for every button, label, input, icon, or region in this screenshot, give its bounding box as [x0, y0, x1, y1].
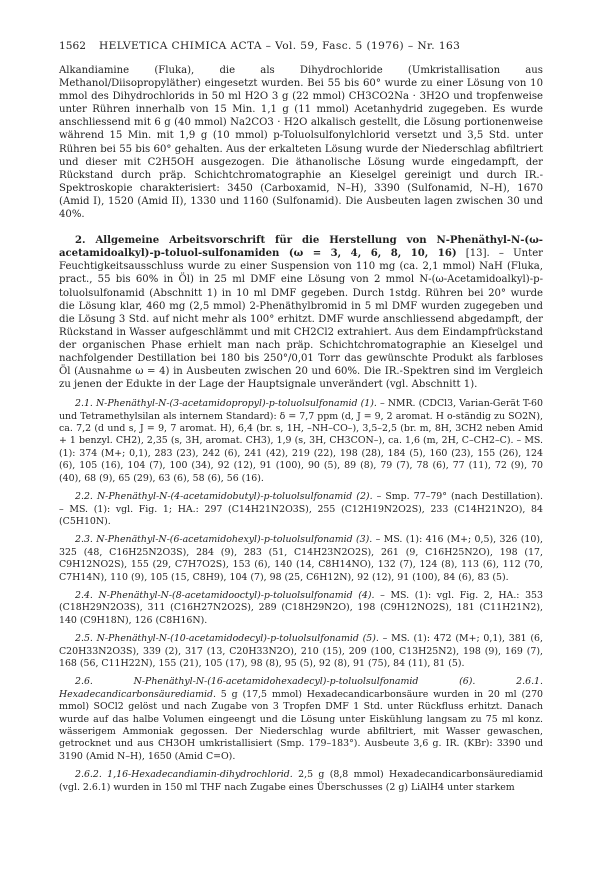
entry-2-6-text: 5 g (17,5 mmol) Hexadecandicarbonsäure wurden in 20 ml (270 mmol) SOCl2 gelöst und nach Zugabe von 3 Tropfen DMF 1 Std. unter Rückfluss erhitzt. Danach wurde auf das halbe Volumen eingeengt und die Lösung unter Eiskühlung langsam zu 75 ml konz. wässerigem Ammoniak gegossen. Der Niederschlag wurde abfiltriert, mit Wasser gewaschen, getrocknet und aus CH3OH umkristallisiert (Smp. 179–183°). Ausbeute 3,6 g. IR. (KBr): 3390 und 3190 (Amid N–H), 1650 (Amid C=O).	[59, 688, 543, 762]
entry-2-2	[59, 491, 543, 528]
entry-2-3	[59, 534, 543, 584]
entry-2-6-title: 2.6. N-Phenäthyl-N-(16-acetamidohexadecyl)-p-toluolsulfonamid (6). 2.6.1. Hexadecandicarbonsäurediamid.	[59, 676, 543, 700]
compound-entries	[59, 398, 543, 794]
entry-2-3-text: – MS. (1): 416 (M+; 0,5), 326 (10), 325 (48, C16H25N2O3S), 284 (9), 283 (51, C14H23N2O2S), 261 (9, C16H25N2O), 198 (17, C9H12NO2S), 155 (29, C7H7O2S), 153 (6), 140 (14, C8H14NO), 132 (7), 124 (8), 113 (6), 112 (70, C7H14N), 110 (9), 105 (15, C8H9), 104 (7), 98 (25, C6H12N), 92 (12), 91 (100), 84 (6), 83 (5).	[59, 534, 543, 583]
entry-2-3-title: 2.3. N-Phenäthyl-N-(6-acetamidohexyl)-p-toluolsulfonamid (3).	[75, 534, 373, 546]
entry-2-6-2	[59, 769, 543, 794]
entry-2-1-text: – NMR. (CDCl3, Varian-Gerät T-60 und Tetramethylsilan als internem Standard): δ = 7,7 ppm (d, J = 9, 2 aromat. H o-ständig zu SO2N), ca. 7,2 (d und s, J = 9, 7 aromat. H), 6,4 (br. s, 1H, –NH–CO–), 3,5–2,5 (br. m, 8H, 3CH2 neben Amid + 1 benzyl. CH2), 2,35 (s, 3H, aromat. CH3), 1,9 (s, 3H, CH3CON–), ca. 1,6 (m, 2H, C–CH2–C). – MS. (1): 374 (M+; 0,1), 283 (23), 242 (6), 241 (42), 219 (22), 198 (28), 184 (5), 160 (23), 155 (26), 124 (6), 105 (16), 104 (7), 100 (34), 92 (12), 91 (100), 90 (5), 89 (8), 79 (7), 78 (6), 77 (11), 72 (9), 70 (40), 68 (9), 65 (29), 63 (6), 58 (6), 56 (16).	[59, 398, 543, 484]
entry-2-6-2-text: 2,5 g (8,8 mmol) Hexadecandicarbonsäurediamid (vgl. 2.6.1) wurden in 150 ml THF nach Zugabe eines Überschusses (2 g) LiAlH4 unter starkem	[59, 769, 544, 793]
entry-2-5	[59, 633, 543, 670]
entry-2-4-title: 2.4. N-Phenäthyl-N-(8-acetamidooctyl)-p-toluolsulfonamid (4).	[75, 589, 375, 601]
entry-2-5-text: – MS. (1): 472 (M+; 0,1), 381 (6, C20H33N2O3S), 339 (2), 317 (13, C20H33N2O), 210 (15), 209 (100, C13H25N2), 198 (9), 169 (7), 168 (56, C11H22N), 155 (21), 105 (17), 98 (8), 95 (5), 92 (8), 91 (75), 84 (11), 81 (5).	[59, 633, 543, 669]
journal-title: HELVETICA CHIMICA ACTA – Vol. 59, Fasc. 5 (1976) – Nr. 163	[99, 40, 461, 52]
page-number: 1562	[59, 40, 86, 52]
entry-2-5-title: 2.5. N-Phenäthyl-N-(10-acetamidodecyl)-p-toluolsulfonamid (5).	[75, 633, 379, 645]
entry-2-6	[59, 676, 543, 763]
running-header	[59, 40, 543, 56]
section-2-text: [13]. – Unter Feuchtigkeitsausschluss wurde zu einer Suspension von 110 mg (ca. 2,1 mmol) NaH (Fluka, pract., 55 bis 60% in Öl) in 25 ml DMF eine Lösung von 2 mmol N-(ω-Acetamidoalkyl)-p-toluolsulfonamid (Abschnitt 1) in 10 ml DMF gegeben. Durch 1stdg. Rühren bei 20° wurde die Lösung klar, 460 mg (2,5 mmol) 2-Phenäthylbromid in 5 ml DMF wurden zugegeben und die Lösung 3 Std. auf nicht mehr als 100° erhitzt. DMF wurde anschliessend abgedampft, der Rückstand in Wasser aufgeschlämmt und mit CH2Cl2 extrahiert. Aus dem Eindampfrückstand der organischen Phase erhielt man nach präp. Schichtchromatographie an Kieselgel und nachfolgender Destillation bei 180 bis 250°/0,01 Torr das gewünschte Produkt als farbloses Öl (Ausnahme ω = 4) in Ausbeuten zwischen 20 und 60%. Die IR.-Spektren sind im Vergleich zu jenen der Edukte in der Lage der Hauptsignale unverändert (vgl. Abschnitt 1).	[59, 248, 543, 391]
intro-paragraph: Alkandiamine (Fluka), die als Dihydrochloride (Umkristallisation aus Methanol/Diisopropyläther) eingesetzt wurden. Bei 55 bis 60° wurde zu einer Lösung von 10 mmol des Dihydrochlorids in 50 ml H2O 3 g (22 mmol) CH3CO2Na · 3H2O und tropfenweise unter Rühren innerhalb von 15 Min. 1,1 g (11 mmol) Acetanhydrid zugegeben. Es wurde anschliessend mit 6 g (40 mmol) Na2CO3 · H2O alkalisch gestellt, die Lösung portionenweise während 15 Min. mit 1,9 g (10 mmol) p-Toluolsulfonylchlorid versetzt und 3,5 Std. unter Rühren bei 55 bis 60° gehalten. Aus der erkalteten Lösung wurde der Niederschlag abfiltriert und dieser mit C2H5OH ausgezogen. Die äthanolische Lösung wurde eingedampft, der Rückstand durch präp. Schichtchromatographie an Kieselgel gereinigt und durch IR.-Spektroskopie charakterisiert: 3450 (Carboxamid, N–H), 3390 (Sulfonamid, N–H), 1670 (Amid I), 1520 (Amid II), 1330 und 1160 (Sulfonamid). Die Ausbeuten lagen zwischen 30 und 40%.	[59, 65, 543, 221]
entry-2-1	[59, 398, 543, 485]
section-2-heading: 2. Allgemeine Arbeitsvorschrift für die Herstellung von N-Phenäthyl-N-(ω-acetamidoalkyl)-p-toluol-sulfonamiden (ω = 3, 4, 6, 8, 10, 16)	[59, 235, 543, 260]
entry-2-6-2-title: 2.6.2. 1,16-Hexadecandiamin-dihydrochlorid.	[75, 769, 293, 781]
entry-2-1-title: 2.1. N-Phenäthyl-N-(3-acetamidopropyl)-p-toluolsulfonamid (1).	[75, 398, 377, 410]
entry-2-4	[59, 590, 543, 627]
entry-2-2-title: 2.2. N-Phenäthyl-N-(4-acetamidobutyl)-p-toluolsulfonamid (2).	[75, 491, 373, 503]
entry-2-4-text: – MS. (1): vgl. Fig. 2, HA.: 353 (C18H29N2O3S), 311 (C16H27N2O2S), 289 (C18H29N2O), 198 (C9H12NO2S), 181 (C11H21N2), 140 (C9H18N), 126 (C8H16N).	[59, 589, 543, 626]
entry-2-2-text: – Smp. 77–79° (nach Destillation). – MS. (1): vgl. Fig. 1; HA.: 297 (C14H21N2O3S), 255 (C12H19N2O2S), 233 (C14H21N2O), 84 (C5H10N).	[59, 491, 543, 527]
section-2-paragraph	[59, 234, 543, 391]
